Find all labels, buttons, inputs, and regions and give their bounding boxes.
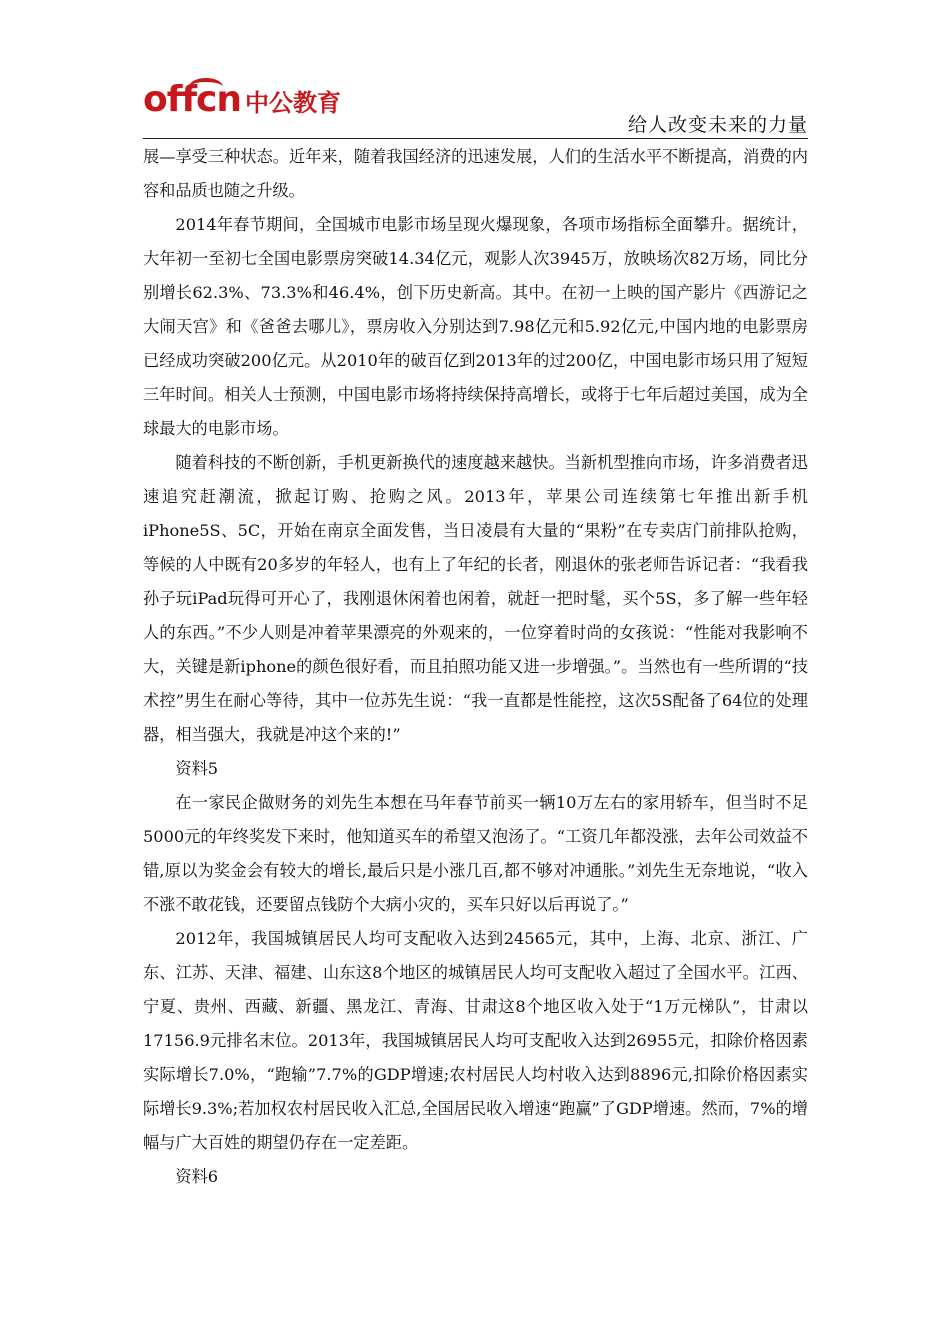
logo-chinese-text: 中公教育 [245, 89, 342, 117]
logo-latin-text: offcn [143, 79, 242, 120]
paragraph-mr-liu: 在一家民企做财务的刘先生本想在马年春节前买一辆10万左右的家用轿车，但当时不足5000元的年终奖发下来时，他知道买车的希望又泡汤了。“工资几年都没涨，去年公司效益不错,原以为奖金会有较大的增长,最后只是小涨几百,都不够对冲通胀。”刘先生无奈地说，“收入不涨不敢花钱，还要留点钱防个大病小灾的，买车只好以后再说了。” [143, 793, 808, 914]
paragraph-smartphone: 随着科技的不断创新，手机更新换代的速度越来越快。当新机型推向市场，许多消费者迅速追究赶潮流，掀起订购、抢购之风。2013年，苹果公司连续第七年推出新手机iPhone5S、5C，开始在南京全面发售，当日凌晨有大量的“果粉”在专卖店门前排队抢购，等候的人中既有20多岁的年轻人，也有上了年纪的长者，刚退休的张老师告诉记者：“我看我孙子玩iPad玩得可开心了，我刚退休闲着也闲着，就赶一把时髦，买个5S，多了解一些年轻人的东西。”不少人则是冲着苹果漂亮的外观来的，一位穿着时尚的女孩说：“性能对我影响不大，关键是新iphone的颜色很好看，而且拍照功能又进一步增强。”。当然也有一些所谓的“技术控”男生在耐心等待，其中一位苏先生说：“我一直都是性能控，这次5S配备了64位的处理器，相当强大，我就是冲这个来的!” [143, 453, 808, 744]
paragraph-film-market: 2014年春节期间，全国城市电影市场呈现火爆现象，各项市场指标全面攀升。据统计，大年初一至初七全国电影票房突破14.34亿元，观影人次3945万，放映场次82万场，同比分别增长62.3%、73.3%和46.4%，创下历史新高。其中。在初一上映的国产影片《西游记之大闹天宫》和《爸爸去哪儿》，票房收入分别达到7.98亿元和5.92亿元,中国内地的电影票房已经成功突破200亿元。从2010年的破百亿到2013年的过200亿，中国电影市场只用了短短三年时间。相关人士预测，中国电影市场将持续保持高增长，或将于七年后超过美国，成为全球最大的电影市场。 [143, 215, 808, 438]
document-body [143, 140, 808, 1194]
header-divider [143, 138, 808, 139]
section-heading-material-6: 资料6 [175, 1167, 219, 1186]
section-heading-material-5: 资料5 [175, 759, 219, 778]
logo-arc-icon [189, 78, 223, 96]
offcn-logo [143, 78, 341, 118]
paragraph-income-stats: 2012年，我国城镇居民人均可支配收入达到24565元，其中，上海、北京、浙江、广东、江苏、天津、福建、山东这8个地区的城镇居民人均可支配收入超过了全国水平。江西、宁夏、贵州、西藏、新疆、黑龙江、青海、甘肃这8个地区收入处于“1万元梯队”，甘肃以17156.9元排名末位。2013年，我国城镇居民人均可支配收入达到26955元，扣除价格因素实际增长7.0%，“跑输”7.7%的GDP增速;农村居民人均村收入达到8896元,扣除价格因素实际增长9.3%;若加权农村居民收入汇总,全国居民收入增速“跑赢”了GDP增速。然而，7%的增幅与广大百姓的期望仍存在一定差距。 [143, 929, 808, 1152]
header-slogan: 给人改变未来的力量 [627, 114, 808, 136]
page-header [143, 78, 808, 140]
paragraph-continued: 展—享受三种状态。近年来，随着我国经济的迅速发展，人们的生活水平不断提高，消费的内容和品质也随之升级。 [143, 147, 808, 200]
logo-mark [143, 79, 242, 120]
